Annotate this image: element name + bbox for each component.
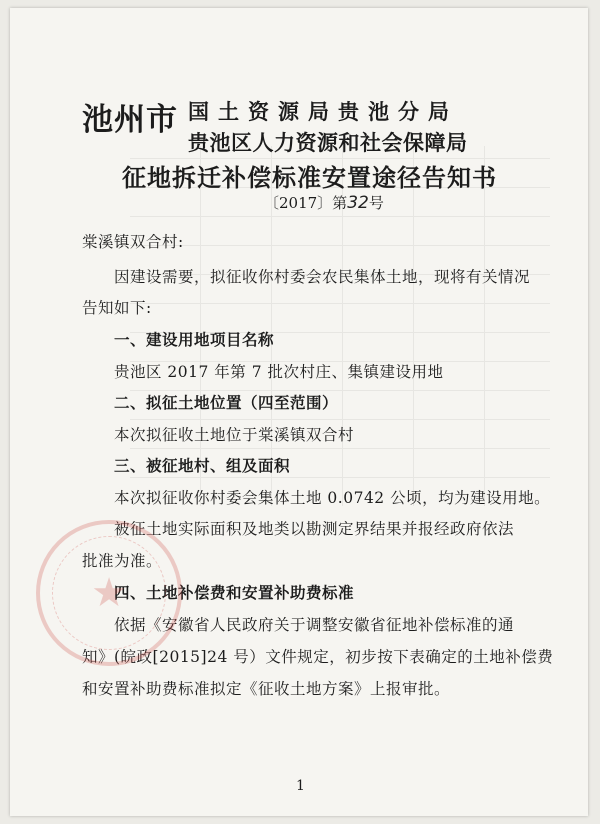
section4-line-3: 和安置补助费标准拟定《征收土地方案》上报审批。 <box>82 680 451 698</box>
intro-line-1: 因建设需要，拟征收你村委会农民集体土地，现将有关情况 <box>114 268 531 286</box>
section3-heading: 三、被征地村、组及面积 <box>114 456 291 475</box>
section4-line-2: 知》(皖政[2015]24 号）文件规定，初步按下表确定的土地补偿费 <box>82 648 554 666</box>
section3-text-2-line-2: 批准为准。 <box>82 552 163 570</box>
seal-star-icon: ★ <box>91 570 127 616</box>
doc-number-prefix: 〔2017〕第 <box>264 194 348 212</box>
section4-line-1: 依据《安徽省人民政府关于调整安徽省征地补偿标准的通 <box>114 616 515 634</box>
header-org-line1: 国土资源局贵池分局 <box>188 99 458 124</box>
section3-text-2-line-1: 被征土地实际面积及地类以勘测定界结果并报经政府依法 <box>114 520 515 538</box>
section1-text: 贵池区 2017 年第 7 批次村庄、集镇建设用地 <box>114 363 444 381</box>
document-title: 征地拆迁补偿标准安置途径告知书 <box>122 163 497 192</box>
section3-text-1: 本次拟征收你村委会集体土地 0.0742 公顷，均为建设用地。 <box>114 489 551 507</box>
doc-number-suffix: 号 <box>368 194 384 212</box>
section2-heading: 二、拟征土地位置（四至范围） <box>114 393 339 412</box>
document-page <box>10 8 588 816</box>
section1-heading: 一、建设用地项目名称 <box>114 330 275 349</box>
section2-text: 本次拟征收土地位于棠溪镇双合村 <box>114 426 355 444</box>
addressee: 棠溪镇双合村: <box>82 233 184 251</box>
doc-number-value: 32 <box>347 193 369 213</box>
official-seal-stamp <box>36 520 182 666</box>
header-city: 池州市 <box>82 102 178 138</box>
header-org-line2: 贵池区人力资源和社会保障局 <box>188 130 468 155</box>
page-number: 1 <box>296 778 305 794</box>
document-number <box>264 192 384 213</box>
section4-heading: 四、土地补偿费和安置补助费标准 <box>114 583 355 602</box>
intro-line-2: 告知如下: <box>82 299 152 317</box>
